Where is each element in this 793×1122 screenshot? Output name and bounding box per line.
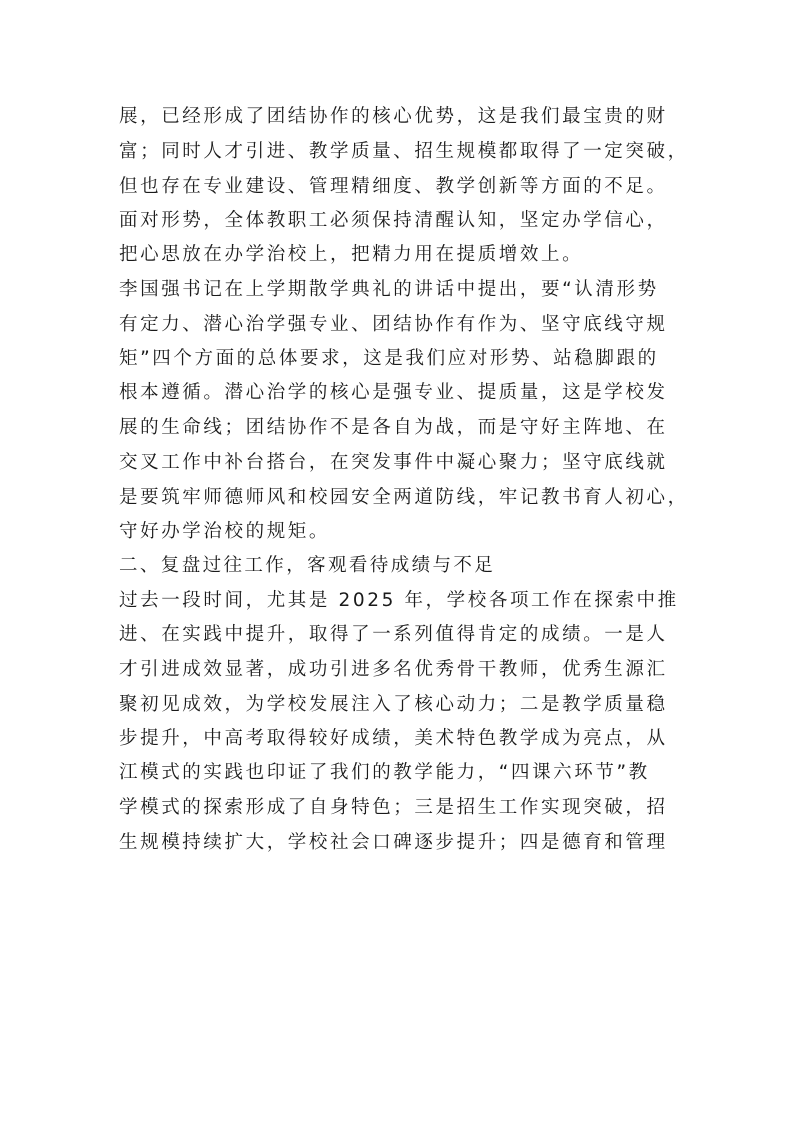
text-line: 交叉工作中补台搭台，在突发事件中凝心聚力；坚守底线就 bbox=[119, 452, 668, 473]
text-line: 矩”四个方面的总体要求，这是我们应对形势、站稳脚跟的 bbox=[119, 348, 659, 369]
text-line: 是要筑牢师德师风和校园安全两道防线，牢记教书育人初心， bbox=[119, 487, 689, 508]
text-line: 进、在实践中提升，取得了一系列值得肯定的成绩。一是人 bbox=[119, 624, 668, 645]
text-line: 过去一段时间，尤其是 2025 年，学校各项工作在探索中推 bbox=[119, 590, 679, 611]
text-line: 展的生命线；团结协作不是各自为战，而是守好主阵地、在 bbox=[119, 417, 668, 438]
text-line: 聚初见成效，为学校发展注入了核心动力；二是教学质量稳 bbox=[119, 694, 668, 715]
text-line: 富；同时人才引进、教学质量、招生规模都取得了一定突破， bbox=[119, 141, 689, 162]
text-line: 展，已经形成了团结协作的核心优势，这是我们最宝贵的财 bbox=[119, 106, 668, 127]
text-line: 有定力、潜心治学强专业、团结协作有作为、坚守底线守规 bbox=[119, 314, 668, 335]
text-line: 步提升，中高考取得较好成绩，美术特色教学成为亮点，从 bbox=[119, 728, 668, 749]
text-line: 根本遵循。潜心治学的核心是强专业、提质量，这是学校发 bbox=[119, 382, 668, 403]
text-line: 学模式的探索形成了自身特色；三是招生工作实现突破，招 bbox=[119, 797, 668, 818]
text-line: 江模式的实践也印证了我们的教学能力，“四课六环节”教 bbox=[119, 762, 650, 783]
text-line: 守好办学治校的规矩。 bbox=[119, 521, 331, 542]
text-line: 把心思放在办学治校上，把精力用在提质增效上。 bbox=[119, 244, 584, 265]
text-line: 面对形势，全体教职工必须保持清醒认知，坚定办学信心， bbox=[119, 210, 668, 231]
text-line: 但也存在专业建设、管理精细度、教学创新等方面的不足。 bbox=[119, 176, 668, 197]
text-line: 才引进成效显著，成功引进多名优秀骨干教师，优秀生源汇 bbox=[119, 659, 668, 680]
text-line: 李国强书记在上学期散学典礼的讲话中提出，要“认清形势 bbox=[119, 279, 659, 300]
text-line: 生规模持续扩大，学校社会口碑逐步提升；四是德育和管理 bbox=[119, 832, 668, 853]
section-heading: 二、复盘过往工作，客观看待成绩与不足 bbox=[119, 555, 496, 576]
